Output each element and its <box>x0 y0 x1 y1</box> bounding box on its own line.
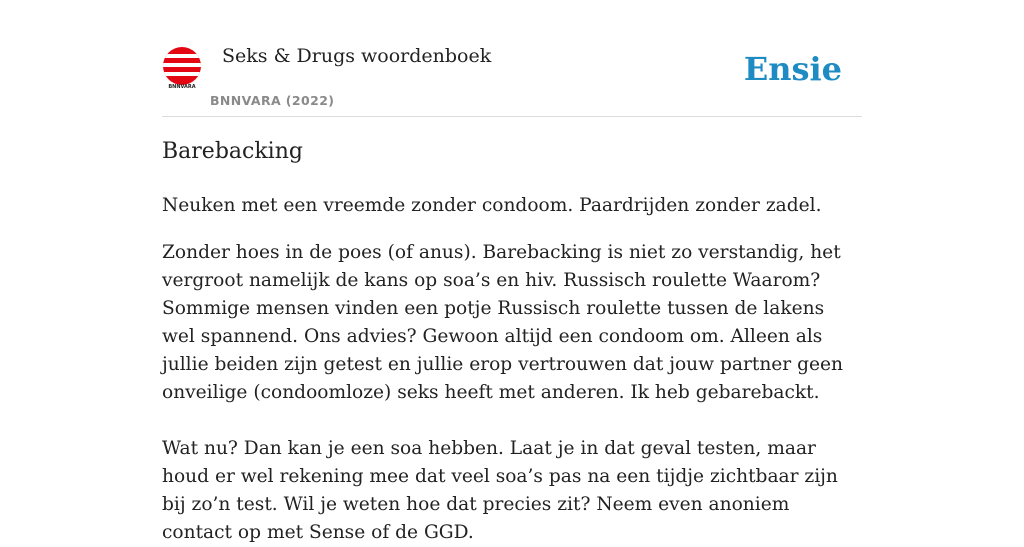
source-title[interactable]: Seks & Drugs woordenboek <box>222 45 492 67</box>
logo-text: BNNVARA <box>168 84 196 90</box>
ensie-logo-link[interactable]: Ensie <box>743 50 842 88</box>
source-meta: BNNVARA (2022) <box>210 93 335 108</box>
bnnvara-logo-icon[interactable] <box>162 46 202 90</box>
entry-body-paragraph-2: Wat nu? Dan kan je een soa hebben. Laat je in dat geval testen, maar houd er wel rekening mee dat veel soa’s pas na een tijdje zichtbaar zijn bij zo’n test. Wil je weten hoe dat precies zit? Neem even anoniem contact op met Sense of de GGD. <box>162 438 838 543</box>
entry-short-definition: Neuken met een vreemde zonder condoom. Paardrijden zonder zadel. <box>162 195 822 216</box>
source-header <box>162 0 862 117</box>
entry-body-paragraph-1: Zonder hoes in de poes (of anus). Barebacking is niet zo verstandig, het vergroot namelijk de kans op soa’s en hiv. Russisch roulette Waarom? Sommige mensen vinden een potje Russisch roulette tussen de lakens wel spannend. Ons advies? Gewoon altijd een condoom om. Alleen als jullie beiden zijn getest en jullie erop vertrouwen dat jouw partner geen onveilige (condoomloze) seks heeft met anderen. Ik heb gebarebackt. <box>162 242 843 403</box>
entry-term: Barebacking <box>162 139 303 164</box>
page-container <box>162 0 862 543</box>
